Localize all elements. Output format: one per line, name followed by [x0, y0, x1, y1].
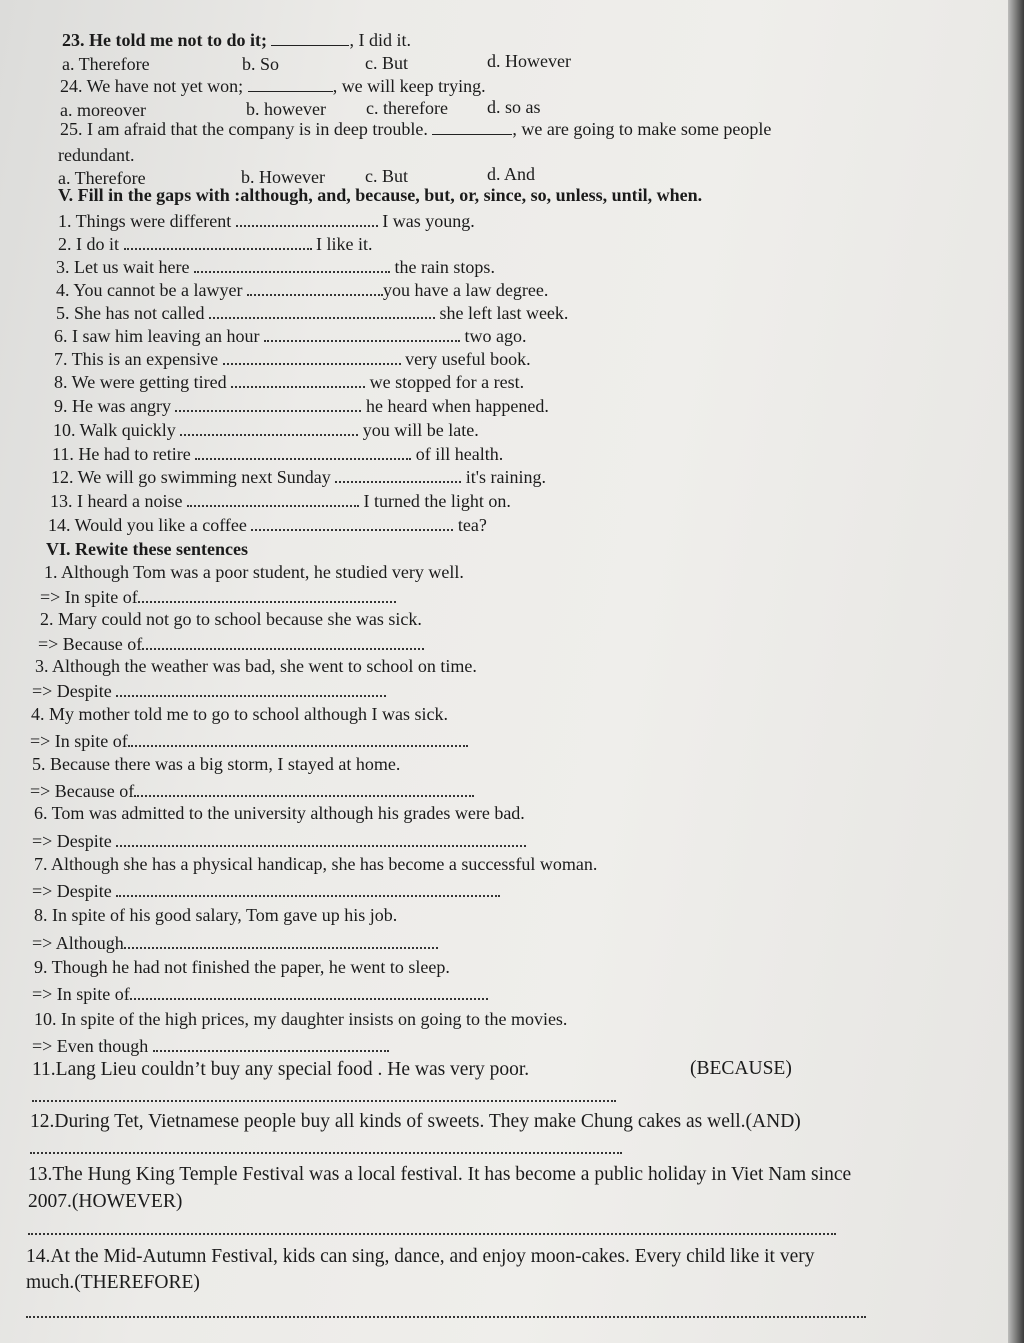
answer-line — [32, 1100, 616, 1102]
answer-blank — [271, 31, 349, 46]
option-d: d. And — [487, 164, 536, 184]
item-text-after: the rain stops. — [394, 257, 495, 277]
answer-line — [26, 1316, 866, 1318]
item-text-after: you will be late. — [362, 420, 479, 440]
question-text-after: , we are going to make some people — [512, 119, 772, 139]
question-24 — [60, 75, 486, 97]
answer-blank — [195, 444, 411, 460]
rewrite-answer — [38, 633, 424, 655]
combine-question: 13.The Hung King Temple Festival was a local festival. It has become a public holiday in Viet Nam since — [28, 1164, 852, 1185]
answer-blank — [142, 634, 424, 650]
item-text: 2. I do it — [58, 234, 119, 254]
answer-line — [30, 1152, 622, 1154]
answer-blank — [209, 303, 435, 319]
item-text-after: you have a law degree. — [382, 280, 549, 300]
answer-prompt: => In spite of — [30, 731, 128, 751]
answer-blank — [128, 731, 468, 747]
item-text-after: she left last week. — [439, 303, 569, 323]
item-text: 8. We were getting tired — [54, 372, 227, 392]
answer-blank — [124, 234, 312, 250]
rewrite-question: 8. In spite of his good salary, Tom gave up his job. — [34, 905, 398, 925]
option-a: a. Therefore — [58, 168, 146, 188]
answer-blank — [116, 881, 500, 897]
item-text: 7. This is an expensive — [54, 349, 219, 369]
answer-blank — [138, 587, 396, 603]
answer-prompt: => Despite — [32, 681, 112, 701]
item-text: 13. I heard a noise — [50, 491, 183, 511]
question-text-after: , I did it. — [349, 30, 411, 50]
fill-item — [56, 279, 548, 301]
answer-blank — [153, 1036, 389, 1052]
option-a: a. Therefore — [62, 54, 150, 74]
rewrite-answer — [30, 780, 474, 802]
answer-prompt: => Although — [32, 933, 124, 953]
item-text: 9. He was angry — [54, 396, 171, 416]
item-text: 11. He had to retire — [52, 444, 191, 464]
option-b: b. However — [241, 167, 325, 187]
option-c: c. therefore — [366, 98, 448, 118]
item-text: 14. Would you like a coffee — [48, 515, 247, 535]
answer-prompt: => Despite — [32, 831, 112, 851]
question-text-after: , we will keep trying. — [332, 76, 486, 96]
answer-blank — [180, 420, 358, 436]
fill-item — [52, 443, 503, 465]
answer-prompt: => In spite of — [40, 587, 138, 607]
page-edge-shadow — [1008, 0, 1024, 1343]
item-text: 1. Things were different — [58, 211, 232, 231]
answer-blank — [223, 349, 401, 365]
option-b: b. however — [246, 99, 326, 119]
item-text: 3. Let us wait here — [56, 257, 190, 277]
fill-item — [58, 210, 475, 232]
item-text-after: very useful book. — [405, 349, 531, 369]
combine-question: 11.Lang Lieu couldn’t buy any special food . He was very poor. — [32, 1059, 530, 1080]
item-text-after: two ago. — [464, 326, 527, 346]
combine-question: 14.At the Mid-Autumn Festival, kids can sing, dance, and enjoy moon-cakes. Every child like it very — [26, 1246, 815, 1267]
combine-hint: (BECAUSE) — [690, 1058, 792, 1079]
fill-item — [58, 233, 373, 255]
answer-prompt: => Even though — [32, 1036, 149, 1056]
answer-blank — [251, 515, 453, 531]
answer-line — [28, 1233, 836, 1235]
answer-blank — [175, 396, 361, 412]
item-text-after: it's raining. — [465, 467, 546, 487]
rewrite-question: 4. My mother told me to go to school although I was sick. — [31, 704, 448, 724]
question-25-continuation: redundant. — [58, 145, 135, 165]
question-23 — [62, 29, 411, 51]
option-d: d. However — [487, 51, 571, 71]
answer-blank — [231, 372, 365, 388]
item-text: 6. I saw him leaving an hour — [54, 326, 260, 346]
rewrite-question: 3. Although the weather was bad, she went to school on time. — [35, 656, 477, 676]
fill-item — [56, 302, 568, 324]
rewrite-answer — [32, 680, 386, 702]
question-text: 23. He told me not to do it; — [62, 30, 267, 50]
answer-blank — [116, 681, 386, 697]
section-6-title: VI. Rewite these sentences — [46, 539, 248, 559]
rewrite-answer — [40, 586, 396, 608]
answer-blank — [247, 280, 383, 296]
fill-item — [54, 348, 531, 370]
answer-prompt: => In spite of — [32, 984, 130, 1004]
answer-blank — [248, 77, 333, 92]
option-c: c. But — [365, 166, 408, 186]
rewrite-answer — [32, 932, 438, 954]
fill-item — [54, 325, 526, 347]
rewrite-question: 10. In spite of the high prices, my daughter insists on going to the movies. — [34, 1009, 568, 1029]
item-text-after: he heard when happened. — [365, 396, 549, 416]
item-text: 10. Walk quickly — [53, 420, 176, 440]
fill-item — [51, 466, 546, 488]
answer-blank — [116, 831, 526, 847]
answer-blank — [236, 211, 378, 227]
rewrite-answer — [32, 1035, 389, 1057]
rewrite-answer — [32, 880, 500, 902]
rewrite-question: 9. Though he had not finished the paper, he went to sleep. — [34, 957, 450, 977]
rewrite-question: 1. Although Tom was a poor student, he studied very well. — [44, 562, 464, 582]
combine-question: 12.During Tet, Vietnamese people buy all kinds of sweets. They make Chung cakes as well.(AND) — [30, 1111, 801, 1132]
item-text-after: of ill health. — [415, 444, 504, 464]
item-text: 4. You cannot be a lawyer — [56, 280, 243, 300]
item-text: 5. She has not called — [56, 303, 205, 323]
answer-blank — [134, 781, 474, 797]
item-text: 12. We will go swimming next Sunday — [51, 467, 331, 487]
answer-blank — [335, 467, 461, 483]
combine-question-continuation: much.(THEREFORE) — [26, 1272, 200, 1293]
rewrite-answer — [30, 730, 468, 752]
answer-blank — [187, 491, 359, 507]
item-text-after: we stopped for a rest. — [369, 372, 525, 392]
rewrite-answer — [32, 983, 488, 1005]
answer-blank — [432, 120, 512, 135]
rewrite-question: 2. Mary could not go to school because she was sick. — [40, 609, 422, 629]
option-b: b. So — [242, 54, 280, 74]
rewrite-question: 7. Although she has a physical handicap, she has become a successful woman. — [34, 854, 598, 874]
fill-item — [53, 419, 479, 441]
question-text: 24. We have not yet won; — [60, 76, 244, 96]
option-c: c. But — [365, 53, 408, 73]
answer-blank — [264, 326, 460, 342]
item-text-after: tea? — [457, 515, 487, 535]
rewrite-answer — [32, 830, 526, 852]
question-25 — [60, 118, 771, 140]
section-5-title: V. Fill in the gaps with :although, and, because, but, or, since, so, unless, until, when. — [58, 185, 703, 205]
item-text-after: I like it. — [316, 234, 373, 254]
option-a: a. moreover — [60, 100, 146, 120]
question-text: 25. I am afraid that the company is in deep trouble. — [60, 119, 428, 139]
fill-item — [50, 490, 511, 512]
fill-item — [54, 371, 524, 393]
rewrite-question: 5. Because there was a big storm, I stayed at home. — [32, 754, 401, 774]
fill-item — [56, 256, 495, 278]
rewrite-question: 6. Tom was admitted to the university although his grades were bad. — [34, 803, 525, 823]
answer-blank — [130, 984, 488, 1000]
answer-prompt: => Despite — [32, 881, 112, 901]
answer-blank — [194, 257, 390, 273]
option-d: d. so as — [487, 97, 541, 117]
fill-item — [48, 514, 487, 536]
item-text-after: I was young. — [382, 211, 475, 231]
fill-item — [54, 395, 549, 417]
answer-blank — [124, 933, 438, 949]
combine-question-continuation: 2007.(HOWEVER) — [28, 1191, 183, 1212]
item-text-after: I turned the light on. — [363, 491, 511, 511]
answer-prompt: => Because of — [30, 781, 135, 801]
answer-prompt: => Because of — [38, 634, 143, 654]
